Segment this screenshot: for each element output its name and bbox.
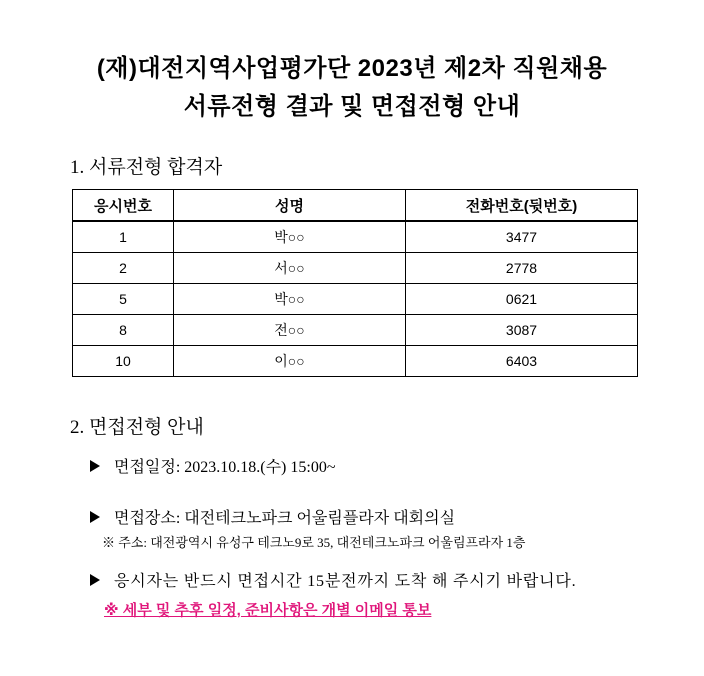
column-header-applicant-no: 응시번호 (73, 190, 174, 222)
section-1-heading: 1. 서류전형 합격자 (70, 157, 223, 178)
cell-phone: 3087 (406, 315, 638, 346)
table-row (73, 253, 638, 284)
column-header-phone: 전화번호(뒷번호) (406, 190, 638, 222)
cell-applicant-no: 5 (73, 284, 174, 315)
table-row (73, 315, 638, 346)
table-row (73, 221, 638, 253)
section-2-heading: 2. 면접전형 안내 (70, 417, 204, 438)
arrival-instruction-item (90, 568, 576, 591)
email-notice: ※ 세부 및 추후 일정, 준비사항은 개별 이메일 통보 (104, 602, 432, 619)
cell-name: 전○○ (174, 315, 406, 346)
table-row (73, 284, 638, 315)
table-row (73, 346, 638, 377)
interview-date-text: 면접일정: 2023.10.18.(수) 15:00~ (114, 459, 336, 476)
cell-phone: 3477 (406, 221, 638, 253)
cell-name: 박○○ (174, 284, 406, 315)
cell-applicant-no: 8 (73, 315, 174, 346)
interview-place-item (90, 505, 455, 528)
cell-name: 이○○ (174, 346, 406, 377)
triangle-bullet-icon (90, 574, 100, 586)
arrival-instruction-text: 응시자는 반드시 면접시간 15분전까지 도착 해 주시기 바랍니다. (114, 573, 577, 590)
cell-name: 박○○ (174, 221, 406, 253)
interview-date-item (90, 454, 335, 477)
table-header-row (73, 190, 638, 222)
interview-place-text: 면접장소: 대전테크노파크 어울림플라자 대회의실 (114, 510, 456, 527)
cell-applicant-no: 10 (73, 346, 174, 377)
column-header-name: 성명 (174, 190, 406, 222)
title-line-1: (재)대전지역사업평가단 2023년 제2차 직원채용 (96, 55, 608, 82)
title-line-2: 서류전형 결과 및 면접전형 안내 (183, 93, 521, 120)
result-table (72, 189, 638, 377)
cell-name: 서○○ (174, 253, 406, 284)
triangle-bullet-icon (90, 511, 100, 523)
cell-applicant-no: 1 (73, 221, 174, 253)
cell-phone: 2778 (406, 253, 638, 284)
cell-applicant-no: 2 (73, 253, 174, 284)
cell-phone: 6403 (406, 346, 638, 377)
address-note: ※ 주소: 대전광역시 유성구 테크노9로 35, 대전테크노파크 어울림프라자 1층 (102, 535, 526, 550)
cell-phone: 0621 (406, 284, 638, 315)
triangle-bullet-icon (90, 460, 100, 472)
